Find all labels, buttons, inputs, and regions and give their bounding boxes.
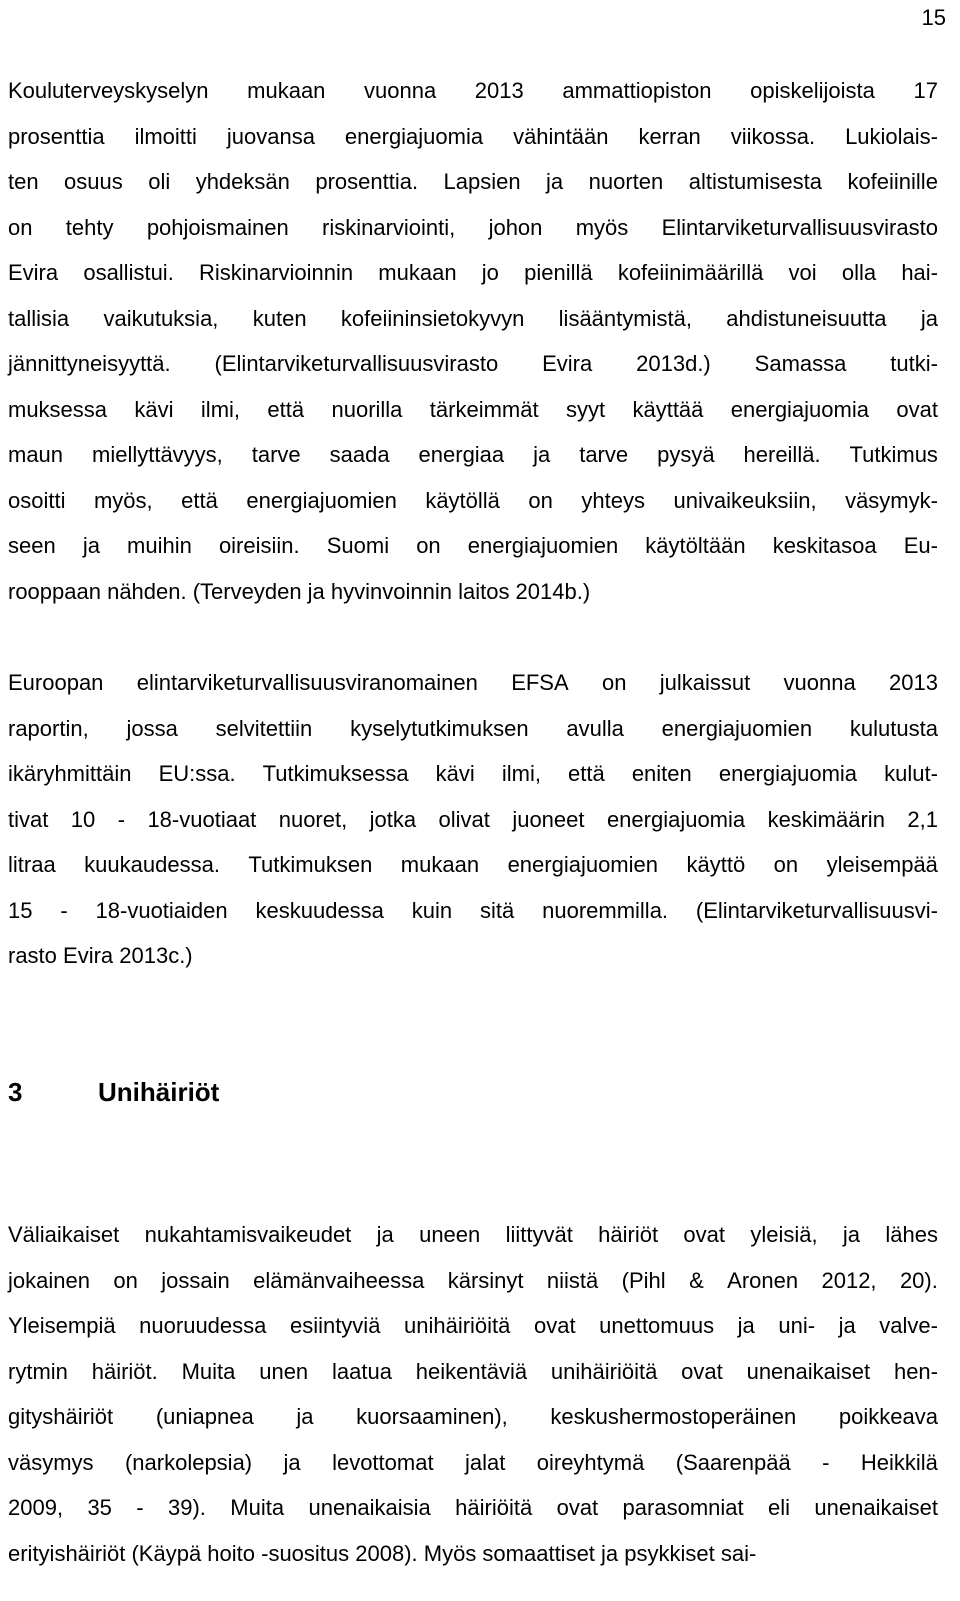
text-line: raportin, jossa selvitettiin kyselytutkimuksen avulla energiajuomien kulutusta bbox=[8, 715, 938, 741]
section-number: 3 bbox=[8, 1077, 23, 1107]
page-number: 15 bbox=[921, 5, 946, 30]
text-line: prosenttia ilmoitti juovansa energiajuomia vähintään kerran viikossa. Lukiolais- bbox=[8, 123, 938, 149]
text-line: erityishäiriöt (Käypä hoito -suositus 2008). Myös somaattiset ja psykkiset sai- bbox=[8, 1540, 757, 1566]
text-line: 15 - 18-vuotiaiden keskuudessa kuin sitä nuoremmilla. (Elintarviketurvallisuusvi- bbox=[8, 897, 938, 923]
text-line: gityshäiriöt (uniapnea ja kuorsaaminen), keskushermostoperäinen poikkeava bbox=[8, 1404, 938, 1429]
text-line: Evira osallistui. Riskinarvioinnin mukaan jo pienillä kofeiinimäärillä voi olla hai- bbox=[8, 260, 938, 285]
text-line: Yleisempiä nuoruudessa esiintyviä unihäiriöitä ovat unettomuus ja uni- ja valve- bbox=[8, 1313, 938, 1338]
text-line: on tehty pohjoismainen riskinarviointi, johon myös Elintarviketurvallisuusvirasto bbox=[8, 214, 938, 240]
text-line: litraa kuukaudessa. Tutkimuksen mukaan energiajuomien käyttö on yleisempää bbox=[8, 852, 938, 877]
text-line: muksessa kävi ilmi, että nuorilla tärkeimmät syyt käyttää energiajuomia ovat bbox=[8, 396, 938, 422]
text-line: jokainen on jossain elämänvaiheessa kärsinyt niistä (Pihl & Aronen 2012, 20). bbox=[8, 1267, 938, 1293]
text-line: ikäryhmittäin EU:ssa. Tutkimuksessa kävi ilmi, että eniten energiajuomia kulut- bbox=[8, 761, 938, 786]
text-line: jännittyneisyyttä. (Elintarviketurvallisuusvirasto Evira 2013d.) Samassa tutki- bbox=[8, 351, 938, 376]
paragraph-sleep-disorders bbox=[8, 1212, 938, 1576]
text-line: seen ja muihin oireisiin. Suomi on energiajuomien käytöltään keskitasoa Eu- bbox=[8, 533, 938, 558]
text-line: rasto Evira 2013c.) bbox=[8, 943, 193, 968]
text-line: osoitti myös, että energiajuomien käytöllä on yhteys univaikeuksiin, väsymyk- bbox=[8, 487, 938, 513]
text-line: tallisia vaikutuksia, kuten kofeiininsietokyvyn lisääntymistä, ahdistuneisuutta ja bbox=[8, 305, 938, 331]
text-line: rooppaan nähden. (Terveyden ja hyvinvoinnin laitos 2014b.) bbox=[8, 578, 591, 604]
text-line: ten osuus oli yhdeksän prosenttia. Lapsien ja nuorten altistumisesta kofeiinille bbox=[8, 169, 938, 194]
text-line: tivat 10 - 18-vuotiaat nuoret, jotka olivat juoneet energiajuomia keskimäärin 2,1 bbox=[8, 806, 938, 832]
text-line: Euroopan elintarviketurvallisuusviranomainen EFSA on julkaissut vuonna 2013 bbox=[8, 670, 938, 695]
text-line: maun miellyttävyys, tarve saada energiaa ja tarve pysyä hereillä. Tutkimus bbox=[8, 442, 938, 467]
section-title: Unihäiriöt bbox=[98, 1077, 220, 1107]
text-line: Kouluterveyskyselyn mukaan vuonna 2013 ammattiopiston opiskelijoista 17 bbox=[8, 78, 938, 103]
text-line: rytmin häiriöt. Muita unen laatua heikentäviä unihäiriöitä ovat unenaikaiset hen- bbox=[8, 1358, 938, 1384]
paragraph-efsa-report bbox=[8, 660, 938, 979]
section-heading bbox=[8, 1072, 219, 1112]
text-line: väsymys (narkolepsia) ja levottomat jalat oireyhtymä (Saarenpää - Heikkilä bbox=[8, 1449, 938, 1475]
text-line: 2009, 35 - 39). Muita unenaikaisia häiriöitä ovat parasomniat eli unenaikaiset bbox=[8, 1495, 938, 1520]
text-line: Väliaikaiset nukahtamisvaikeudet ja uneen liittyvät häiriöt ovat yleisiä, ja lähes bbox=[8, 1222, 938, 1247]
paragraph-energy-drinks-survey bbox=[8, 68, 938, 614]
